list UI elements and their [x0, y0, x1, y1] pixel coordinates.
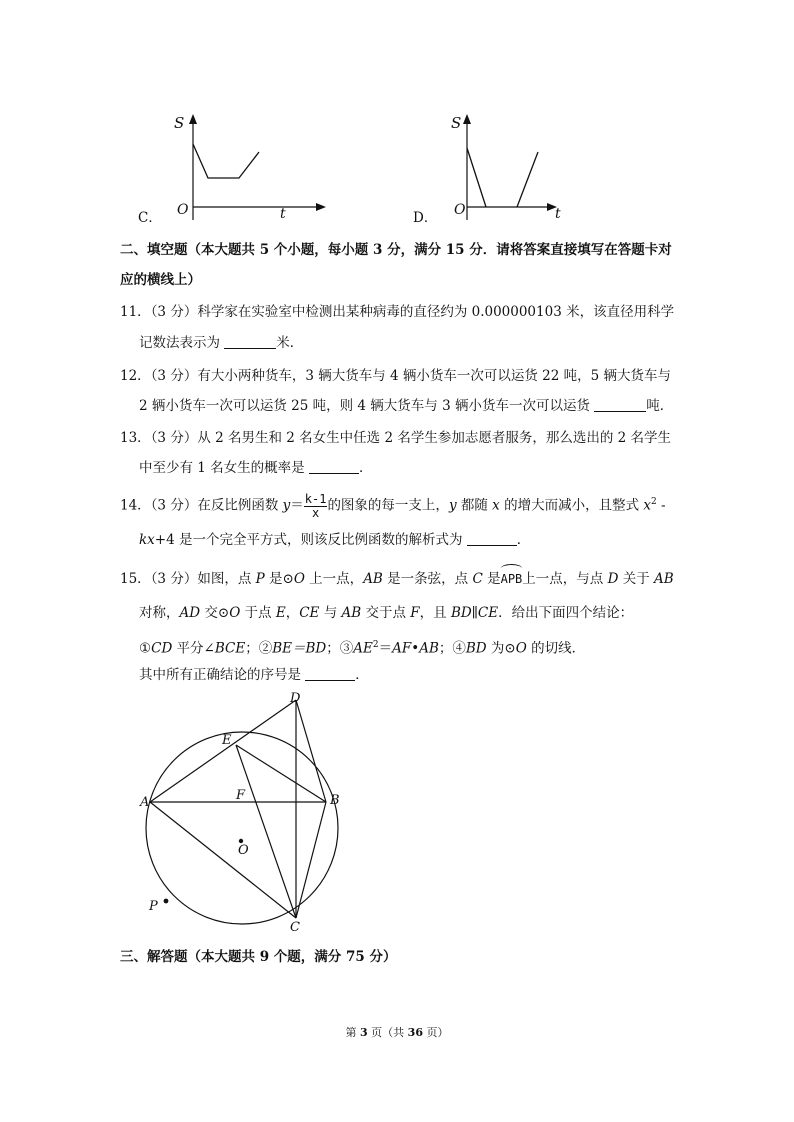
- q13-text: （3 分）从 2 名男生和 2 名女生中任选 2 名学生参加志愿者服务，那么选出的 2 名学生: [150, 430, 672, 446]
- point-p-dot: [164, 899, 169, 904]
- fig-label-a: A: [140, 795, 150, 810]
- q15-circle-o2: O: [229, 605, 241, 621]
- q14-var-y2: y: [448, 497, 457, 514]
- q12-unit: 吨．: [646, 398, 674, 414]
- q15-t17: 为⊙: [486, 640, 516, 657]
- q14-end: ．: [516, 532, 531, 548]
- q14-exponent: 2: [651, 497, 657, 507]
- q15-t18: 的切线．: [526, 640, 586, 657]
- section3-title: 三、解答题（本大题共 9 个题，满分 75 分）: [120, 949, 397, 965]
- q14-fraction: [304, 493, 328, 520]
- q15-t5: 是: [482, 571, 501, 587]
- q15-circle-o: O: [293, 571, 305, 587]
- graph-d-curve-1: [467, 148, 486, 207]
- segment-db: [296, 700, 326, 802]
- q15-t14: ，且: [419, 605, 451, 621]
- graph-c-x-arrow: [316, 203, 326, 211]
- fig-label-b: B: [330, 793, 340, 808]
- graph-c-y-arrow: [189, 114, 197, 124]
- q15-bd: BD: [465, 640, 487, 657]
- q12-line1: [120, 366, 671, 386]
- q15-t1: （3 分）如图，点: [150, 571, 256, 587]
- q13-end: ．: [358, 460, 373, 476]
- q14-equals: ＝: [290, 497, 304, 514]
- segment-ec: [236, 745, 296, 918]
- q15-t2: 是⊙: [264, 571, 294, 587]
- q14-text-c: 都随: [456, 497, 493, 514]
- q15-exponent: 2: [372, 640, 379, 650]
- q12-number: 12．: [120, 368, 151, 384]
- q15-t16: 平分∠: [172, 640, 215, 657]
- q15-t6: 上一点，与点: [522, 571, 608, 587]
- q15-point-e: E: [275, 605, 286, 621]
- graph-c-t-label: t: [280, 206, 286, 222]
- fig-label-f: F: [236, 788, 246, 803]
- q15-point-p: P: [255, 571, 265, 587]
- section2-title-line2: 应的横线上）: [120, 272, 201, 288]
- q12-text-2: 2 辆小货车一次可以运货 25 吨，则 4 辆大货车与 3 辆小货车一次可以运货: [139, 398, 590, 414]
- q14-fraction-numerator: k-1: [304, 491, 327, 506]
- segment-eb: [236, 745, 326, 802]
- q15-t12: 与: [319, 605, 342, 621]
- fig-label-c: C: [290, 920, 300, 935]
- q15-ae: AE: [353, 640, 373, 657]
- graph-d-s-label: S: [451, 114, 462, 132]
- q15-parallel: BD∥CE: [450, 605, 499, 621]
- q15-c3: ；③: [326, 640, 354, 657]
- q14-text-a: （3 分）在反比例函数: [150, 497, 283, 514]
- q15-point-f: F: [410, 605, 420, 621]
- fig-label-e: E: [222, 733, 232, 748]
- q15-t13: 交于点: [361, 605, 411, 621]
- q15-t8: 对称，: [139, 605, 180, 621]
- q13-line2: [139, 458, 372, 478]
- graph-d-y-arrow: [463, 114, 471, 124]
- q11-line2: [139, 333, 303, 353]
- q15-t19: 其中所有正确结论的序号是: [139, 667, 301, 683]
- fig-label-d: D: [290, 691, 301, 706]
- q13-number: 13．: [120, 430, 151, 446]
- footer-suffix: 页）: [422, 1026, 449, 1039]
- q14-text-d: 的增大而减小，且整式: [499, 497, 644, 514]
- q15-t7: 关于: [618, 571, 654, 587]
- q13-text-2: 中至少有 1 名女生的概率是: [139, 460, 305, 476]
- q14-var-kx: kx: [139, 532, 155, 548]
- q15-circle-o3: O: [515, 640, 527, 657]
- q15-be-bd: BE＝BD: [272, 640, 327, 657]
- q15-t9: 交⊙: [200, 605, 230, 621]
- section2-title-line1: 二、填空题（本大题共 5 个小题，每小题 3 分，满分 15 分．请将答案直接填写在答题卡对: [120, 242, 672, 258]
- segment-ac: [150, 802, 296, 918]
- q15-line1: [120, 569, 674, 589]
- q13-answer-blank[interactable]: [309, 459, 359, 474]
- q15-number: 15．: [120, 571, 151, 587]
- footer-prefix: 第: [345, 1026, 361, 1039]
- q14-var-y: y: [282, 497, 291, 514]
- q12-answer-blank[interactable]: [594, 397, 646, 412]
- q15-end: ．: [355, 667, 369, 683]
- graph-c-s-label: S: [174, 114, 185, 132]
- q14-var-x2: x: [643, 497, 652, 514]
- q15-line-ad: AD: [179, 605, 201, 621]
- q15-t10: 于点: [240, 605, 276, 621]
- q15-c1: ①: [139, 640, 152, 657]
- q15-line-ab: AB: [654, 571, 674, 587]
- q11-text: （3 分）科学家在实验室中检测出某种病毒的直径约为 0.000000103 米，该直径用科学: [150, 304, 675, 320]
- segment-bc: [296, 802, 326, 918]
- footer-middle: 页（共: [367, 1026, 408, 1039]
- q14-text-e: -: [656, 497, 666, 514]
- q11-text-2: 记数法表示为: [139, 335, 220, 351]
- option-d-label: D．: [413, 210, 438, 226]
- q15-answer-blank[interactable]: [305, 666, 355, 681]
- q15-chord-ab: AB: [363, 571, 383, 587]
- q13-line1: [120, 428, 671, 448]
- q15-arc-apb: APB: [501, 569, 523, 589]
- q14-line2: [139, 530, 530, 550]
- q15-t3: 上一点，: [304, 571, 364, 587]
- q14-text-b: 的图象的每一支上，: [327, 497, 449, 514]
- q14-answer-blank[interactable]: [467, 531, 517, 546]
- q15-af-ab: AF•AB: [392, 640, 439, 657]
- q14-text-f: +4 是一个完全平方式，则该反比例函数的解析式为: [154, 532, 463, 548]
- graph-d-o-label: O: [454, 202, 466, 218]
- geometry-figure: [130, 690, 360, 940]
- q15-line4: [139, 665, 369, 685]
- q14-fraction-denominator: x: [311, 505, 320, 520]
- q12-line2: [139, 396, 673, 416]
- q14-var-x: x: [492, 497, 500, 514]
- q12-text: （3 分）有大小两种货车，3 辆大货车与 4 辆小货车一次可以运货 22 吨，5 辆大货车与: [150, 368, 672, 384]
- q15-c2: ；②: [245, 640, 273, 657]
- q15-t4: 是一条弦，点: [382, 571, 473, 587]
- q11-line1: [120, 302, 674, 322]
- q15-t15: ．给出下面四个结论：: [498, 605, 634, 621]
- q15-point-d: D: [607, 571, 619, 587]
- fig-label-p: P: [149, 899, 158, 914]
- q11-unit: 米．: [276, 335, 304, 351]
- q15-line2: [139, 603, 633, 623]
- page-footer: [0, 1024, 794, 1040]
- segment-ad: [150, 700, 296, 802]
- q15-line-ce: CE: [299, 605, 320, 621]
- q15-bce: BCE: [214, 640, 246, 657]
- footer-page-number: 3: [360, 1026, 368, 1039]
- footer-total-pages: 36: [407, 1026, 423, 1039]
- q15-c4: ；④: [438, 640, 466, 657]
- q14-number: 14．: [120, 497, 151, 514]
- graph-d-t-label: t: [555, 206, 561, 222]
- q11-number: 11．: [120, 304, 151, 320]
- q15-point-c: C: [472, 571, 483, 587]
- q15-cd: CD: [151, 640, 173, 657]
- q15-line3: [139, 635, 585, 659]
- q14-line1: [120, 492, 666, 520]
- q15-t11: ，: [285, 605, 300, 621]
- q15-line-ab2: AB: [341, 605, 362, 621]
- graph-d-curve-2: [517, 152, 538, 207]
- graph-c-curve: [193, 144, 259, 178]
- q11-answer-blank[interactable]: [224, 334, 276, 349]
- fig-label-o: O: [238, 843, 249, 858]
- q15-eq: ＝: [378, 640, 393, 657]
- option-c-label: C．: [138, 210, 162, 226]
- graph-c-o-label: O: [177, 202, 189, 218]
